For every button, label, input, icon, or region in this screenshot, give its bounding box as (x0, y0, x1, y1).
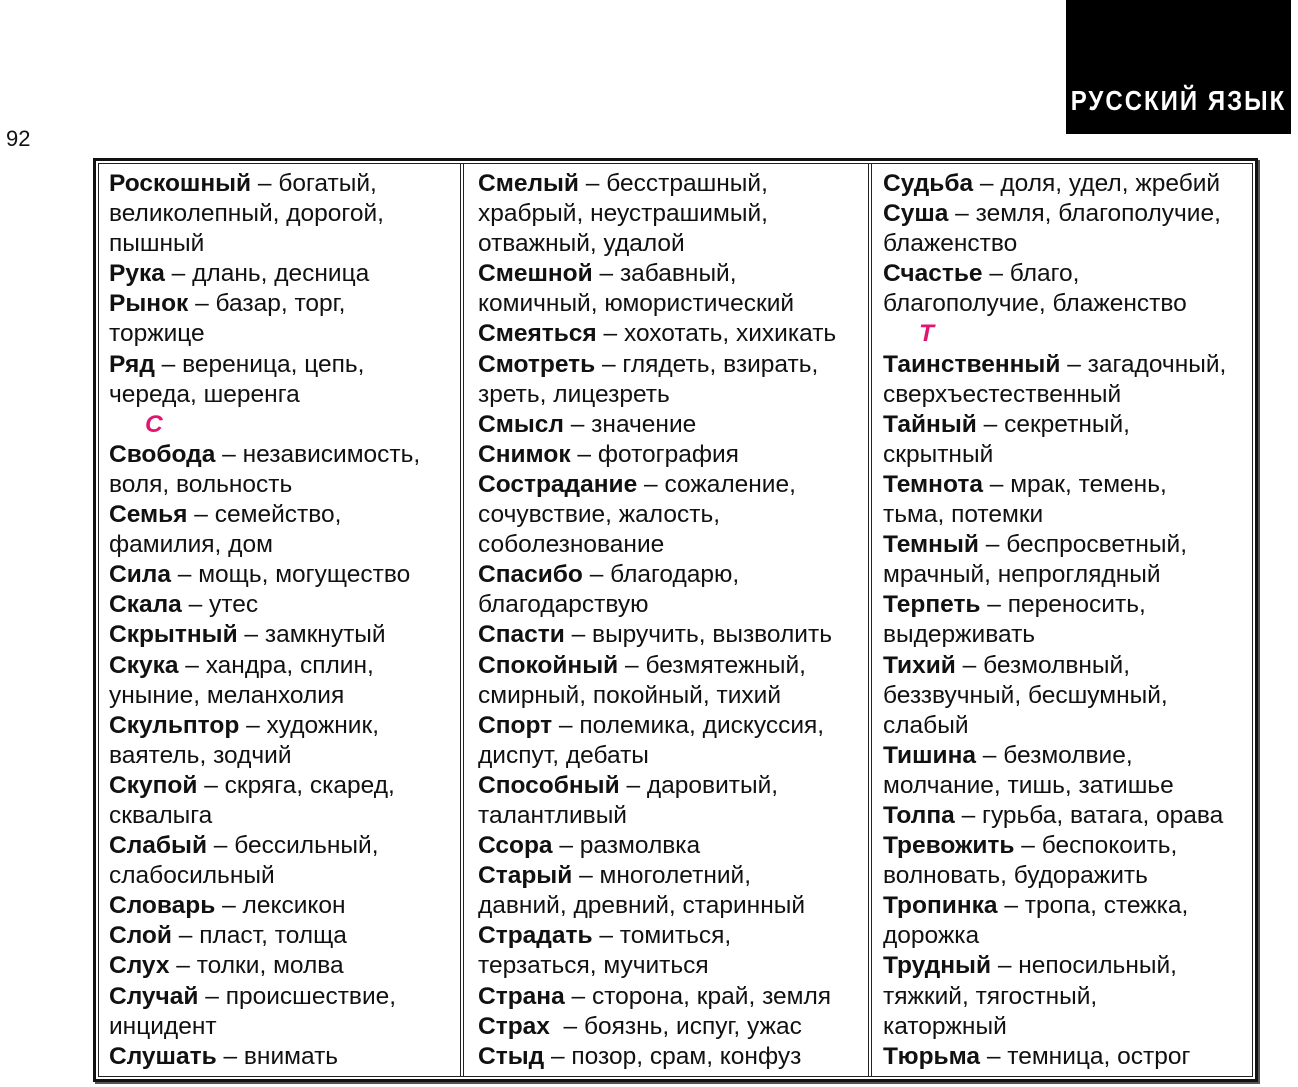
entry-continuation (109, 199, 420, 229)
entry-synonyms: – безмятежный, (618, 651, 806, 679)
entry-synonyms: – внимать (216, 1042, 339, 1070)
entry-synonyms: – загадочный, (1060, 350, 1227, 378)
entry-headword: Словарь (109, 892, 216, 920)
dictionary-entry (478, 771, 836, 801)
dictionary-entry (109, 891, 420, 921)
dictionary-entry (883, 741, 1226, 771)
entry-synonyms: инцидент (109, 1012, 217, 1040)
dictionary-entry (478, 1012, 836, 1042)
entry-headword: Тайный (883, 410, 977, 438)
entry-synonyms: – утес (181, 591, 259, 619)
dictionary-entry (883, 831, 1226, 861)
entry-synonyms: каторжный (883, 1012, 1007, 1040)
entry-continuation (109, 741, 420, 771)
entry-synonyms: – беспросветный, (978, 531, 1188, 559)
entry-headword: Темнота (883, 470, 983, 498)
dictionary-entry (883, 169, 1226, 199)
dictionary-entry (109, 350, 420, 380)
dictionary-entry (109, 169, 420, 199)
entry-synonyms: талантливый (478, 801, 627, 829)
entry-synonyms: – выручить, вызволить (564, 621, 832, 649)
entry-synonyms: – многолетний, (572, 862, 752, 890)
dictionary-entry (883, 1042, 1226, 1072)
entry-synonyms: – скряга, скаред, (197, 771, 395, 799)
entry-continuation (478, 801, 836, 831)
entry-continuation (883, 1012, 1226, 1042)
entry-headword: Тропинка (883, 892, 998, 920)
entry-synonyms: мрачный, непроглядный (883, 561, 1161, 589)
dictionary-entry (478, 169, 836, 199)
dictionary-entry (109, 500, 420, 530)
entry-continuation (109, 470, 420, 500)
entry-synonyms: фамилия, дом (109, 531, 273, 559)
page-number: 92 (6, 126, 31, 151)
entry-synonyms: – толки, молва (169, 952, 344, 980)
entry-continuation (478, 199, 836, 229)
dictionary-entry (109, 259, 420, 289)
entry-headword: Тишина (883, 741, 976, 769)
entry-headword: Судьба (883, 170, 974, 197)
entry-headword: Смелый (478, 170, 579, 197)
entry-synonyms: – земля, благополучие, (948, 200, 1221, 228)
entry-synonyms: уныние, меланхолия (109, 681, 345, 709)
dictionary-entry (883, 590, 1226, 620)
dictionary-entry (478, 410, 836, 440)
dictionary-entry (478, 921, 836, 951)
letter-heading (883, 319, 1226, 349)
entry-synonyms: храбрый, неустрашимый, (478, 200, 768, 228)
dictionary-entry (883, 199, 1226, 229)
dictionary-entry (883, 891, 1226, 921)
letter-heading-text: С (145, 410, 163, 438)
entry-synonyms: дорожка (883, 922, 980, 950)
entry-synonyms: слабосильный (109, 862, 275, 890)
entry-synonyms: сверхъестественный (883, 380, 1122, 408)
entry-continuation (883, 620, 1226, 650)
entry-synonyms: сочувствие, жалость, (478, 501, 721, 529)
dictionary-entry (478, 651, 836, 681)
entry-synonyms: – размолвка (552, 832, 701, 860)
entry-headword: Скупой (109, 771, 198, 799)
dictionary-entry (478, 831, 836, 861)
dictionary-entry (109, 620, 420, 650)
dictionary-entry (883, 651, 1226, 681)
dictionary-entry (109, 1042, 420, 1072)
entry-continuation (478, 681, 836, 711)
column-divider (868, 163, 872, 1077)
dictionary-entry (109, 771, 420, 801)
entry-synonyms: тьма, потемки (883, 501, 1044, 529)
entry-synonyms: тяжкий, тягостный, (883, 982, 1098, 1010)
entry-continuation (883, 289, 1226, 319)
dictionary-entry (883, 470, 1226, 500)
entry-synonyms: зреть, лицезреть (478, 380, 670, 408)
entry-synonyms: – непосильный, (991, 952, 1177, 980)
entry-synonyms: – бесстрашный, (579, 170, 768, 197)
entry-synonyms: волновать, будоражить (883, 862, 1148, 890)
entry-continuation (109, 861, 420, 891)
entry-synonyms: – значение (563, 410, 697, 438)
entry-headword: Смеяться (478, 320, 597, 348)
entry-headword: Тюрьма (883, 1042, 981, 1070)
dictionary-entry (478, 440, 836, 470)
entry-continuation (478, 590, 836, 620)
dictionary-entry (478, 711, 836, 741)
entry-synonyms: – сожаление, (637, 470, 796, 498)
entry-synonyms: – базар, торг, (188, 290, 346, 318)
dictionary-entry (109, 560, 420, 590)
entry-synonyms: – темница, острог (980, 1042, 1191, 1070)
entry-headword: Страх (478, 1012, 550, 1040)
entry-headword: Спасибо (478, 561, 583, 589)
entry-synonyms: молчание, тишь, затишье (883, 771, 1174, 799)
entry-headword: Страна (478, 982, 565, 1010)
entry-synonyms: благополучие, блаженство (883, 290, 1187, 318)
entry-continuation (478, 891, 836, 921)
dictionary-entry (109, 651, 420, 681)
entry-headword: Случай (109, 982, 199, 1010)
dictionary-entry (109, 951, 420, 981)
entry-synonyms: слабый (883, 711, 969, 739)
entry-synonyms: – происшествие, (198, 982, 397, 1010)
entry-synonyms: – лексикон (215, 892, 346, 920)
entry-continuation (883, 711, 1226, 741)
entry-synonyms: – хохотать, хихикать (596, 320, 837, 348)
entry-synonyms: – бессильный, (207, 832, 379, 860)
entry-synonyms: комичный, юмористический (478, 290, 795, 318)
entry-synonyms: выдерживать (883, 621, 1036, 649)
entry-headword: Спасти (478, 621, 565, 649)
entry-headword: Ссора (478, 832, 553, 860)
entry-headword: Слух (109, 952, 170, 980)
entry-synonyms: – длань, десница (164, 260, 370, 288)
entry-synonyms: соболезнование (478, 531, 665, 559)
table-column-2 (478, 169, 836, 1072)
entry-headword: Тревожить (883, 832, 1015, 860)
dictionary-entry (109, 590, 420, 620)
entry-headword: Темный (883, 531, 979, 559)
entry-synonyms: терзаться, мучиться (478, 952, 709, 980)
dictionary-entry (478, 560, 836, 590)
entry-headword: Сила (109, 561, 171, 589)
entry-synonyms: – благодарю, (582, 561, 740, 589)
entry-synonyms: – гурьба, ватага, орава (954, 801, 1224, 829)
dictionary-entry (478, 982, 836, 1012)
entry-continuation (478, 380, 836, 410)
entry-headword: Старый (478, 862, 573, 890)
entry-continuation (883, 500, 1226, 530)
dictionary-entry (883, 801, 1226, 831)
entry-synonyms: – тропа, стежка, (997, 892, 1189, 920)
entry-headword: Терпеть (883, 591, 981, 619)
dictionary-entry (883, 350, 1226, 380)
entry-headword: Спокойный (478, 651, 619, 679)
entry-headword: Рука (109, 260, 165, 288)
entry-headword: Тихий (883, 651, 956, 679)
dictionary-entry (883, 530, 1226, 560)
entry-continuation (883, 982, 1226, 1012)
entry-synonyms: – доля, удел, жребий (973, 170, 1221, 197)
entry-synonyms: – богатый, (251, 170, 377, 197)
entry-headword: Роскошный (109, 170, 252, 197)
entry-continuation (109, 530, 420, 560)
dictionary-entry (478, 319, 836, 349)
entry-synonyms: – безмолвный, (955, 651, 1131, 679)
entry-headword: Скрытный (109, 621, 238, 649)
dictionary-entry (478, 1042, 836, 1072)
entry-continuation (883, 440, 1226, 470)
entry-synonyms: – фотография (570, 440, 739, 468)
entry-synonyms: – полемика, дискуссия, (552, 711, 825, 739)
entry-headword: Слушать (109, 1042, 217, 1070)
entry-headword: Слабый (109, 832, 207, 860)
entry-headword: Счастье (883, 260, 983, 288)
table-column-1 (109, 169, 420, 1072)
entry-synonyms: сквалыга (109, 801, 213, 829)
entry-headword: Сострадание (478, 470, 638, 498)
entry-synonyms: благодарствую (478, 591, 649, 619)
entry-synonyms: пышный (109, 230, 205, 258)
entry-headword: Скука (109, 651, 179, 679)
entry-continuation (109, 801, 420, 831)
entry-synonyms: – независимость, (215, 440, 421, 468)
entry-synonyms: – пласт, толща (171, 922, 347, 950)
dictionary-entry (109, 711, 420, 741)
dictionary-entry (883, 951, 1226, 981)
entry-continuation (109, 681, 420, 711)
entry-synonyms: – переносить, (980, 591, 1146, 619)
table-column-3 (883, 169, 1226, 1072)
entry-synonyms: – даровитый, (619, 771, 779, 799)
entry-synonyms: скрытный (883, 440, 994, 468)
entry-continuation (883, 921, 1226, 951)
entry-headword: Смешной (478, 260, 593, 288)
column-divider (460, 163, 464, 1077)
entry-headword: Спорт (478, 711, 553, 739)
entry-headword: Страдать (478, 922, 593, 950)
entry-headword: Суша (883, 200, 949, 228)
dictionary-entry (883, 259, 1226, 289)
entry-headword: Семья (109, 501, 188, 529)
entry-continuation (478, 951, 836, 981)
dictionary-entry (109, 982, 420, 1012)
letter-heading-text: Т (919, 320, 934, 348)
dictionary-entry (478, 259, 836, 289)
entry-continuation (478, 500, 836, 530)
entry-continuation (478, 530, 836, 560)
entry-synonyms: – художник, (239, 711, 379, 739)
section-title: РУССКИЙ ЯЗЫК (1070, 85, 1287, 117)
entry-headword: Скульптор (109, 711, 240, 739)
entry-synonyms: давний, древний, старинный (478, 892, 806, 920)
entry-synonyms: отважный, удалой (478, 230, 685, 258)
entry-synonyms: воля, вольность (109, 470, 293, 498)
entry-synonyms: смирный, покойный, тихий (478, 681, 782, 709)
entry-headword: Стыд (478, 1042, 545, 1070)
entry-headword: Свобода (109, 440, 216, 468)
entry-synonyms: ваятель, зодчий (109, 741, 292, 769)
letter-heading (109, 410, 420, 440)
entry-synonyms: великолепный, дорогой, (109, 200, 384, 228)
entry-synonyms: – безмолвие, (976, 741, 1133, 769)
entry-synonyms: – позор, срам, конфуз (544, 1042, 802, 1070)
entry-synonyms: – глядеть, взирать, (595, 350, 819, 378)
entry-headword: Снимок (478, 440, 571, 468)
entry-synonyms: – мрак, темень, (982, 470, 1167, 498)
dictionary-entry (109, 289, 420, 319)
entry-continuation (883, 229, 1226, 259)
entry-headword: Таинственный (883, 350, 1061, 378)
entry-synonyms: торжице (109, 320, 205, 348)
entry-synonyms: – благо, (982, 260, 1080, 288)
entry-continuation (883, 861, 1226, 891)
entry-continuation (883, 380, 1226, 410)
entry-headword: Толпа (883, 801, 955, 829)
entry-synonyms: – вереница, цепь, (154, 350, 365, 378)
entry-headword: Ряд (109, 350, 155, 378)
dictionary-entry (478, 861, 836, 891)
dictionary-entry (109, 921, 420, 951)
entry-synonyms: – томиться, (592, 922, 732, 950)
entry-continuation (478, 289, 836, 319)
entry-headword: Слой (109, 922, 172, 950)
entry-headword: Трудный (883, 952, 992, 980)
entry-headword: Рынок (109, 290, 189, 318)
dictionary-entry (109, 831, 420, 861)
entry-synonyms: череда, шеренга (109, 380, 300, 408)
entry-continuation (109, 1012, 420, 1042)
entry-synonyms: – забавный, (592, 260, 737, 288)
entry-headword: Смысл (478, 410, 564, 438)
entry-synonyms: блаженство (883, 230, 1018, 258)
entry-headword: Смотреть (478, 350, 596, 378)
dictionary-entry (883, 410, 1226, 440)
entry-continuation (478, 741, 836, 771)
entry-synonyms: – боязнь, испуг, ужас (549, 1012, 802, 1040)
entry-headword: Способный (478, 771, 620, 799)
entry-synonyms: – сторона, край, земля (564, 982, 832, 1010)
entry-synonyms: – беспокоить, (1014, 832, 1178, 860)
entry-synonyms: – мощь, могущество (170, 561, 411, 589)
entry-synonyms: – семейство, (187, 501, 342, 529)
dictionary-entry (478, 470, 836, 500)
entry-synonyms: – хандра, сплин, (178, 651, 374, 679)
entry-synonyms: – замкнутый (237, 621, 386, 649)
entry-headword: Скала (109, 591, 182, 619)
dictionary-entry (109, 440, 420, 470)
synonym-table (93, 158, 1258, 1082)
dictionary-entry (478, 620, 836, 650)
entry-synonyms: – секретный, (976, 410, 1130, 438)
entry-synonyms: беззвучный, бесшумный, (883, 681, 1168, 709)
section-header-block (1066, 0, 1291, 134)
entry-continuation (883, 560, 1226, 590)
entry-continuation (109, 380, 420, 410)
entry-continuation (478, 229, 836, 259)
entry-continuation (883, 771, 1226, 801)
dictionary-entry (478, 350, 836, 380)
entry-continuation (883, 681, 1226, 711)
entry-continuation (109, 229, 420, 259)
entry-continuation (109, 319, 420, 349)
entry-synonyms: диспут, дебаты (478, 741, 649, 769)
